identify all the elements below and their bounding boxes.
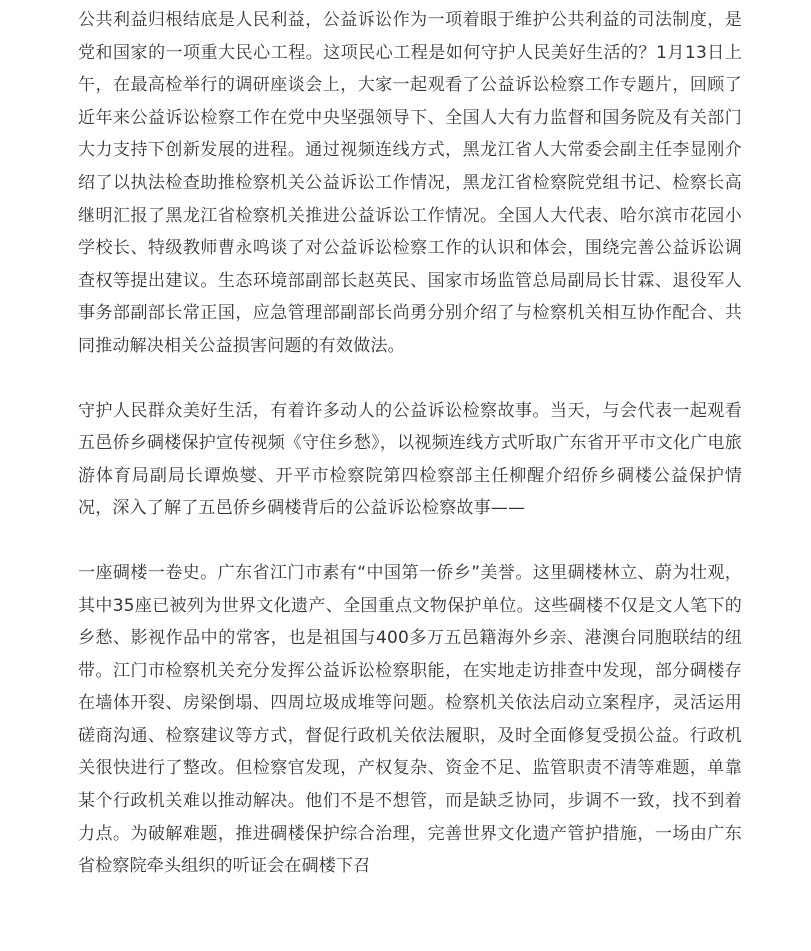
paragraph-2: 守护人民群众美好生活，有着许多动人的公益诉讼检察故事。当天，与会代表一起观看五邑侨乡碉楼保护宣传视频《守住乡愁》，以视频连线方式听取广东省开平市文化广电旅游体育局副局长谭焕燮、开平市检察院第四检察部主任柳醒介绍侨乡碉楼公益保护情况，深入了解了五邑侨乡碉楼背后的公益诉讼检察故事—— [78, 400, 742, 519]
paragraph-3: 一座碉楼一卷史。广东省江门市素有“中国第一侨乡”美誉。这里碉楼林立、蔚为壮观，其中35座已被列为世界文化遗产、全国重点文物保护单位。这些碉楼不仅是文人笔下的乡愁、影视作品中的常客，也是祖国与400多万五邑籍海外乡亲、港澳台同胞联结的纽带。江门市检察机关充分发挥公益诉讼检察职能，在实地走访排查中发现，部分碉楼存在墙体开裂、房梁倒塌、四周垃圾成堆等问题。检察机关依法启动立案程序，灵活运用磋商沟通、检察建议等方式，督促行政机关依法履职，及时全面修复受损公益。行政机关很快进行了整改。但检察官发现，产权复杂、资金不足、监管职责不清等难题，单靠某个行政机关难以推动解决。他们不是不想管，而是缺乏协同，步调不一致，找不到着力点。为破解难题，推进碉楼保护综合治理，完善世界文化遗产管护措施，一场由广东省检察院牵头组织的听证会在碉楼下召 [78, 562, 742, 877]
article-body [78, 0, 742, 951]
paragraph-spacer [78, 525, 742, 557]
paragraph-spacer [78, 363, 742, 395]
paragraph-1: 公共利益归根结底是人民利益，公益诉讼作为一项着眼于维护公共利益的司法制度，是党和国家的一项重大民心工程。这项民心工程是如何守护人民美好生活的？1月13日上午，在最高检举行的调研座谈会上，大家一起观看了公益诉讼检察工作专题片，回顾了近年来公益诉讼检察工作在党中央坚强领导下、全国人大有力监督和国务院及有关部门大力支持下创新发展的进程。通过视频连线方式，黑龙江省人大常委会副主任李显刚介绍了以执法检查助推检察机关公益诉讼工作情况，黑龙江省检察院党组书记、检察长高继明汇报了黑龙江省检察机关推进公益诉讼工作情况。全国人大代表、哈尔滨市花园小学校长、特级教师曹永鸣谈了对公益诉讼检察工作的认识和体会，围绕完善公益诉讼调查权等提出建议。生态环境部副部长赵英民、国家市场监管总局副局长甘霖、退役军人事务部副部长常正国，应急管理部副部长尚勇分别介绍了与检察机关相互协作配合、共同推动解决相关公益损害问题的有效做法。 [78, 10, 742, 356]
